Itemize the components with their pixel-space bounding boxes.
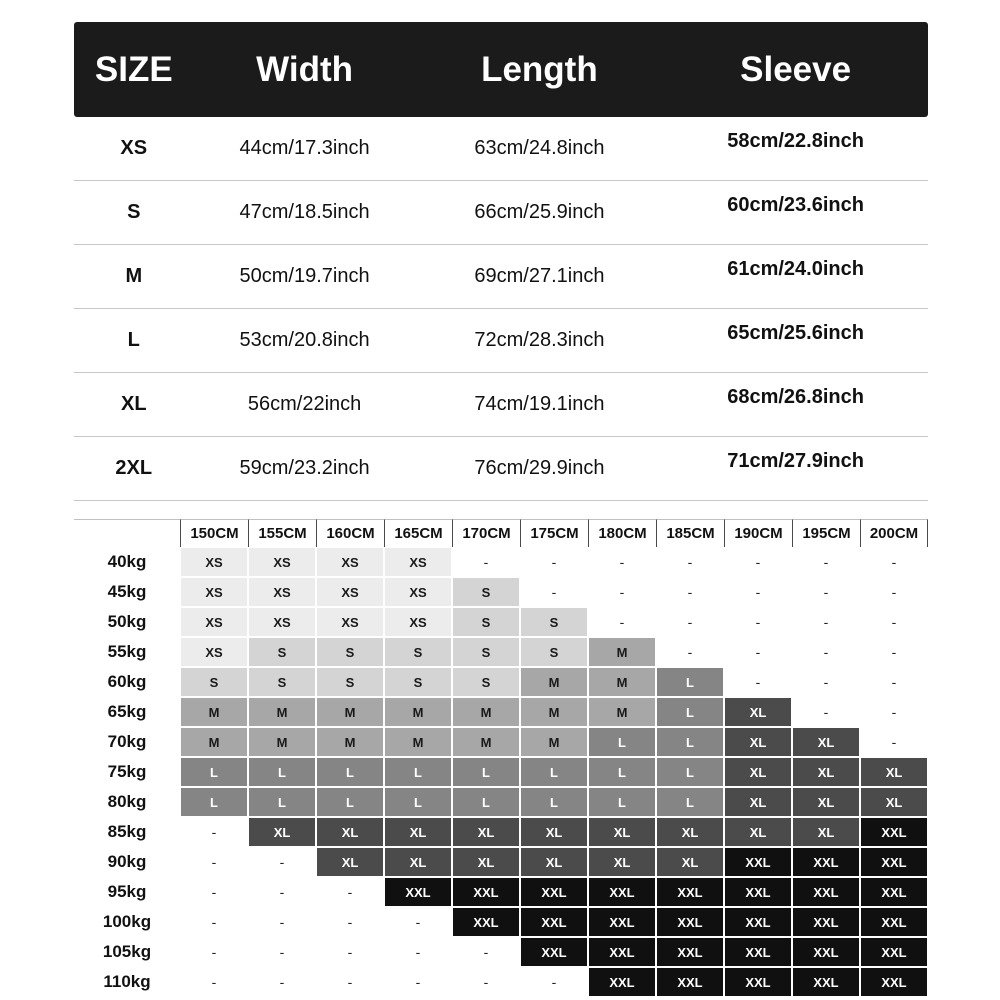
fit-cell: XS: [180, 607, 248, 637]
fit-cell: XXL: [588, 967, 656, 997]
fit-cell: L: [452, 787, 520, 817]
size-table-row: [74, 437, 928, 501]
size-row-length-value: 63cm/24.8inch: [474, 137, 605, 159]
fit-cell: M: [520, 727, 588, 757]
fit-cell: M: [248, 727, 316, 757]
fit-cell: XXL: [792, 907, 860, 937]
fit-cell: -: [860, 607, 928, 637]
size-row-size-label: S: [127, 201, 141, 223]
fit-cell: XL: [384, 847, 452, 877]
fit-cell: XXL: [860, 967, 928, 997]
fit-cell: XL: [520, 847, 588, 877]
fit-cell: M: [248, 697, 316, 727]
size-row-sleeve-value: 65cm/25.6inch: [727, 322, 864, 344]
fit-cell: -: [248, 937, 316, 967]
fit-cell: L: [588, 727, 656, 757]
fit-cell: -: [520, 547, 588, 577]
fit-cell: -: [316, 967, 384, 997]
fit-cell: -: [724, 547, 792, 577]
fit-cell: XS: [384, 607, 452, 637]
fit-cell: XXL: [656, 907, 724, 937]
size-table-row: [74, 309, 928, 373]
fit-cell: XXL: [792, 937, 860, 967]
fit-cell: -: [180, 817, 248, 847]
fit-cell: L: [180, 757, 248, 787]
fit-cell: S: [452, 667, 520, 697]
size-row-width-value: 50cm/19.7inch: [239, 265, 370, 287]
fit-cell: XS: [180, 637, 248, 667]
size-table-row: [74, 181, 928, 245]
fit-cell: -: [792, 697, 860, 727]
fit-cell: XXL: [656, 967, 724, 997]
size-row-width-value: 56cm/22inch: [247, 393, 362, 415]
fit-cell: -: [724, 577, 792, 607]
fit-cell: XL: [656, 847, 724, 877]
height-header: 150CM: [180, 519, 248, 547]
fit-cell: XXL: [724, 877, 792, 907]
fit-cell: -: [316, 907, 384, 937]
fit-cell: M: [452, 727, 520, 757]
fit-cell: -: [180, 847, 248, 877]
size-table-row: [74, 117, 928, 181]
size-row-size-label: XS: [120, 137, 148, 159]
fit-cell: XXL: [860, 847, 928, 877]
fit-cell: XL: [724, 817, 792, 847]
fit-cell: XXL: [588, 937, 656, 967]
fit-cell: L: [452, 757, 520, 787]
fit-cell: L: [316, 787, 384, 817]
fit-cell: S: [180, 667, 248, 697]
size-row-length-value: 72cm/28.3inch: [474, 329, 605, 351]
fit-cell: XXL: [792, 967, 860, 997]
fit-matrix-table: [74, 519, 928, 997]
fit-cell: XXL: [588, 877, 656, 907]
weight-label: 55kg: [107, 642, 147, 661]
fit-cell: XXL: [860, 877, 928, 907]
fit-cell: M: [588, 697, 656, 727]
fit-cell: XL: [452, 817, 520, 847]
fit-cell: -: [588, 547, 656, 577]
fit-cell: XXL: [792, 877, 860, 907]
fit-cell: XXL: [384, 877, 452, 907]
fit-cell: -: [860, 637, 928, 667]
size-row-size-label: 2XL: [115, 457, 153, 479]
fit-cell: M: [316, 727, 384, 757]
size-row-size-label: L: [127, 329, 140, 351]
size-row-width-value: 44cm/17.3inch: [239, 137, 370, 159]
fit-cell: -: [520, 577, 588, 607]
height-header: 175CM: [520, 519, 588, 547]
fit-cell: -: [860, 547, 928, 577]
fit-cell: XXL: [860, 937, 928, 967]
size-row-width-value: 53cm/20.8inch: [239, 329, 370, 351]
fit-cell: XL: [452, 847, 520, 877]
fit-cell: -: [384, 937, 452, 967]
fit-cell: XL: [860, 757, 928, 787]
weight-label: 40kg: [107, 552, 147, 571]
fit-cell: XS: [316, 607, 384, 637]
fit-cell: -: [248, 877, 316, 907]
fit-cell: XL: [792, 727, 860, 757]
fit-cell: -: [792, 607, 860, 637]
fit-cell: XL: [724, 727, 792, 757]
height-header: 160CM: [316, 519, 384, 547]
header-width: Width: [256, 49, 353, 89]
fit-cell: S: [384, 637, 452, 667]
fit-cell: XXL: [656, 937, 724, 967]
fit-cell: L: [656, 727, 724, 757]
fit-cell: -: [792, 637, 860, 667]
fit-cell: M: [520, 667, 588, 697]
fit-cell: -: [452, 967, 520, 997]
fit-cell: -: [180, 877, 248, 907]
fit-cell: L: [384, 757, 452, 787]
fit-cell: -: [180, 907, 248, 937]
fit-cell: -: [860, 577, 928, 607]
fit-cell: -: [792, 667, 860, 697]
fit-cell: L: [520, 757, 588, 787]
fit-cell: L: [384, 787, 452, 817]
fit-cell: -: [452, 547, 520, 577]
fit-cell: M: [316, 697, 384, 727]
fit-cell: XXL: [792, 847, 860, 877]
fit-cell: S: [316, 637, 384, 667]
fit-cell: M: [520, 697, 588, 727]
weight-label: 85kg: [107, 822, 147, 841]
fit-cell: S: [248, 637, 316, 667]
fit-cell: -: [656, 607, 724, 637]
fit-cell: -: [452, 937, 520, 967]
fit-cell: XXL: [724, 967, 792, 997]
weight-label: 80kg: [107, 792, 147, 811]
fit-cell: XXL: [860, 817, 928, 847]
fit-cell: M: [384, 727, 452, 757]
matrix-corner-cell: [74, 519, 180, 547]
height-header: 165CM: [384, 519, 452, 547]
fit-cell: S: [452, 607, 520, 637]
fit-cell: -: [860, 697, 928, 727]
fit-cell: -: [860, 667, 928, 697]
weight-label: 50kg: [107, 612, 147, 631]
fit-cell: XXL: [588, 907, 656, 937]
fit-cell: S: [384, 667, 452, 697]
fit-cell: -: [248, 847, 316, 877]
fit-cell: -: [588, 607, 656, 637]
weight-label: 65kg: [107, 702, 147, 721]
fit-cell: XL: [384, 817, 452, 847]
fit-cell: -: [724, 637, 792, 667]
fit-cell: L: [316, 757, 384, 787]
weight-label: 100kg: [102, 912, 152, 931]
fit-cell: -: [316, 877, 384, 907]
weight-label: 60kg: [107, 672, 147, 691]
header-sleeve: Sleeve: [740, 49, 852, 89]
fit-cell: XXL: [724, 907, 792, 937]
fit-cell: XL: [316, 817, 384, 847]
fit-cell: XL: [656, 817, 724, 847]
fit-cell: -: [384, 967, 452, 997]
size-row-sleeve-value: 71cm/27.9inch: [727, 450, 864, 472]
size-table-header: [74, 22, 928, 117]
fit-cell: M: [180, 727, 248, 757]
fit-cell: XL: [724, 757, 792, 787]
fit-cell: S: [452, 637, 520, 667]
height-header: 195CM: [792, 519, 860, 547]
fit-cell: XXL: [520, 907, 588, 937]
fit-cell: -: [180, 967, 248, 997]
fit-cell: XL: [248, 817, 316, 847]
size-row-length-value: 76cm/29.9inch: [474, 457, 605, 479]
header-length: Length: [481, 49, 598, 89]
fit-cell: XL: [588, 847, 656, 877]
fit-cell: -: [792, 547, 860, 577]
fit-cell: -: [656, 547, 724, 577]
fit-cell: XXL: [724, 847, 792, 877]
fit-cell: L: [520, 787, 588, 817]
fit-cell: XS: [384, 547, 452, 577]
fit-cell: XL: [792, 817, 860, 847]
fit-cell: L: [588, 757, 656, 787]
fit-cell: S: [520, 637, 588, 667]
weight-label: 75kg: [107, 762, 147, 781]
height-header: 190CM: [724, 519, 792, 547]
fit-cell: M: [588, 667, 656, 697]
fit-cell: -: [724, 607, 792, 637]
fit-cell: XS: [316, 547, 384, 577]
fit-cell: XL: [588, 817, 656, 847]
weight-label: 105kg: [102, 942, 152, 961]
fit-cell: -: [248, 907, 316, 937]
weight-label: 90kg: [107, 852, 147, 871]
size-row-size-label: M: [125, 265, 143, 287]
size-table-body: [74, 117, 928, 501]
fit-cell: XXL: [860, 907, 928, 937]
fit-cell: XL: [724, 787, 792, 817]
size-row-sleeve-value: 58cm/22.8inch: [727, 130, 864, 152]
fit-cell: -: [792, 577, 860, 607]
size-row-length-value: 74cm/19.1inch: [474, 393, 605, 415]
size-row-size-label: XL: [120, 393, 147, 415]
fit-cell: L: [180, 787, 248, 817]
fit-cell: XXL: [452, 877, 520, 907]
fit-cell: XS: [180, 577, 248, 607]
fit-cell: S: [248, 667, 316, 697]
fit-cell: S: [520, 607, 588, 637]
fit-cell: XXL: [452, 907, 520, 937]
fit-cell: L: [588, 787, 656, 817]
size-row-length-value: 69cm/27.1inch: [474, 265, 605, 287]
fit-cell: -: [860, 727, 928, 757]
fit-cell: XS: [248, 547, 316, 577]
size-row-sleeve-value: 61cm/24.0inch: [727, 258, 864, 280]
size-row-width-value: 47cm/18.5inch: [239, 201, 370, 223]
fit-cell: L: [656, 757, 724, 787]
size-row-sleeve-value: 60cm/23.6inch: [727, 194, 864, 216]
fit-cell: XS: [316, 577, 384, 607]
height-header: 170CM: [452, 519, 520, 547]
fit-cell: XS: [248, 577, 316, 607]
size-row-sleeve-value: 68cm/26.8inch: [727, 386, 864, 408]
fit-cell: XL: [520, 817, 588, 847]
fit-cell: -: [656, 577, 724, 607]
fit-cell: XL: [860, 787, 928, 817]
fit-cell: -: [316, 937, 384, 967]
height-header: 185CM: [656, 519, 724, 547]
weight-label: 45kg: [107, 582, 147, 601]
fit-cell: XL: [792, 787, 860, 817]
weight-label: 95kg: [107, 882, 147, 901]
fit-cell: -: [384, 907, 452, 937]
size-table-row: [74, 373, 928, 437]
size-row-width-value: 59cm/23.2inch: [239, 457, 370, 479]
size-table-row: [74, 245, 928, 309]
fit-cell: XL: [724, 697, 792, 727]
fit-cell: -: [248, 967, 316, 997]
weight-label: 70kg: [107, 732, 147, 751]
header-size: SIZE: [94, 49, 173, 89]
fit-cell: M: [588, 637, 656, 667]
fit-cell: -: [588, 577, 656, 607]
fit-cell: L: [248, 757, 316, 787]
fit-cell: -: [656, 637, 724, 667]
size-row-length-value: 66cm/25.9inch: [474, 201, 605, 223]
fit-cell: XXL: [724, 937, 792, 967]
fit-cell: L: [656, 667, 724, 697]
fit-cell: XS: [248, 607, 316, 637]
fit-cell: XXL: [520, 937, 588, 967]
fit-cell: XXL: [520, 877, 588, 907]
height-header: 155CM: [248, 519, 316, 547]
weight-label: 110kg: [103, 972, 151, 991]
fit-cell: L: [656, 697, 724, 727]
fit-cell: S: [316, 667, 384, 697]
fit-cell: XXL: [656, 877, 724, 907]
fit-cell: -: [180, 937, 248, 967]
fit-cell: XL: [792, 757, 860, 787]
fit-cell: S: [452, 577, 520, 607]
height-header: 180CM: [588, 519, 656, 547]
fit-cell: XS: [180, 547, 248, 577]
fit-cell: M: [452, 697, 520, 727]
fit-cell: -: [724, 667, 792, 697]
fit-cell: L: [656, 787, 724, 817]
fit-cell: -: [520, 967, 588, 997]
fit-cell: M: [384, 697, 452, 727]
height-header: 200CM: [860, 519, 928, 547]
fit-cell: XL: [316, 847, 384, 877]
fit-cell: M: [180, 697, 248, 727]
fit-cell: L: [248, 787, 316, 817]
fit-cell: XS: [384, 577, 452, 607]
